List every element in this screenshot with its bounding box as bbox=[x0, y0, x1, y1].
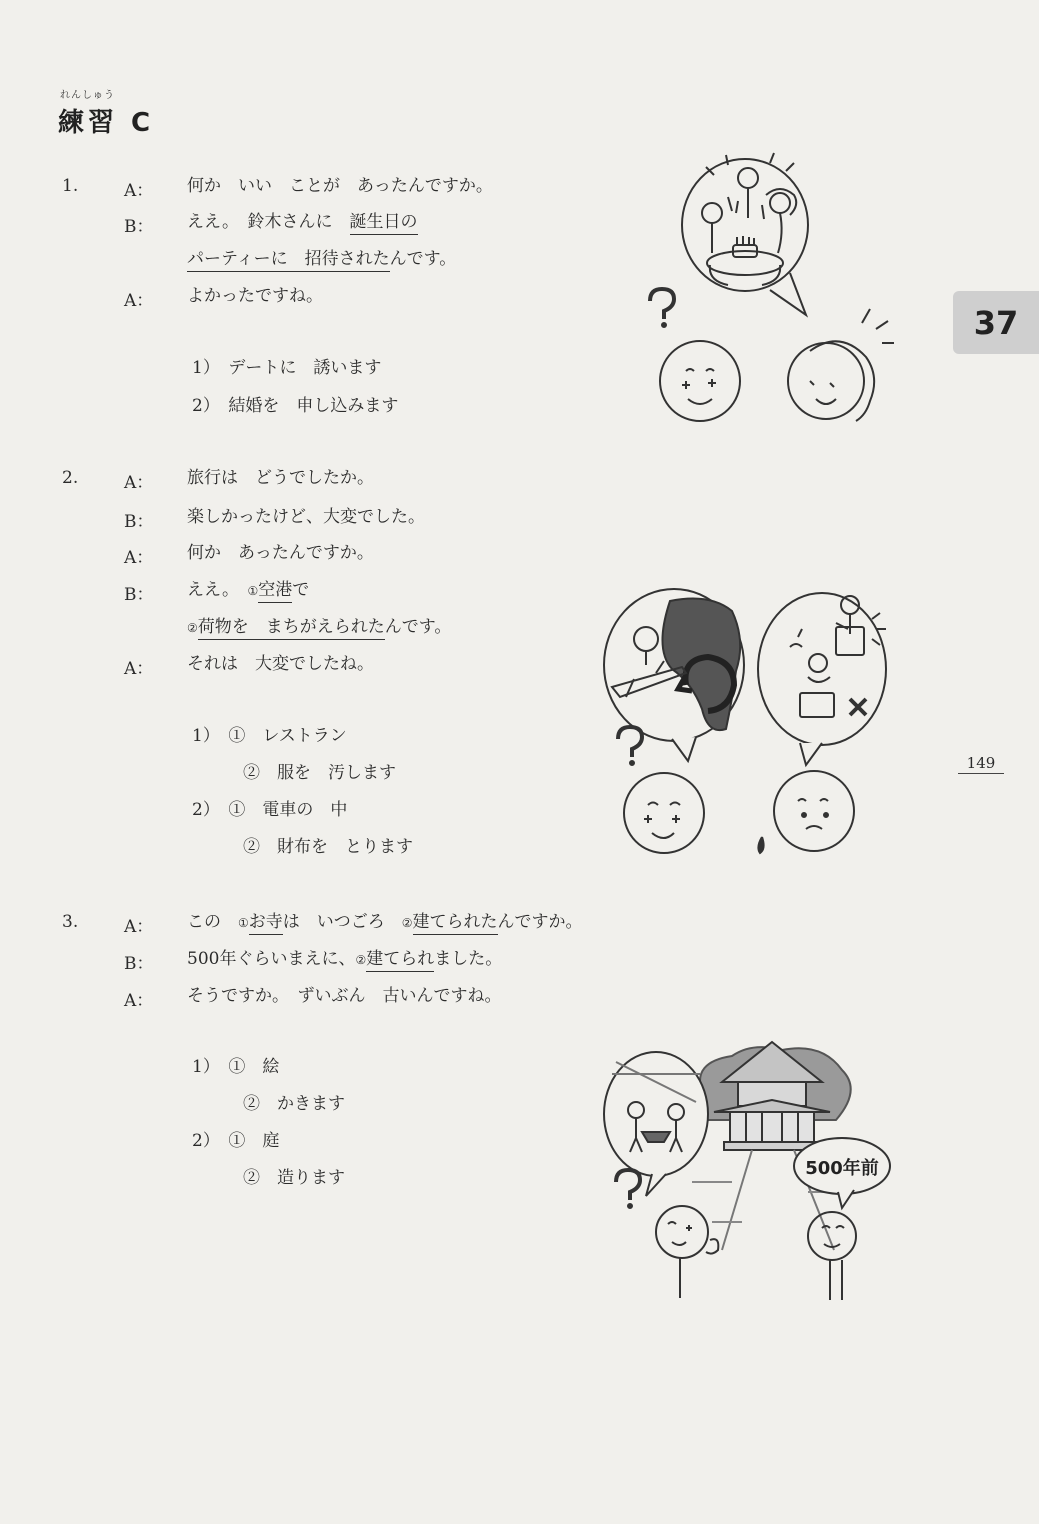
ex2-line-a2: 何か あったんですか。 bbox=[187, 543, 374, 563]
illustration-airport-luggage bbox=[600, 583, 890, 863]
ex3-line-a2: そうですか。 ずいぶん 古いんですね。 bbox=[187, 986, 502, 1006]
ex1-speaker-b1: B： bbox=[124, 217, 154, 237]
ex2-line-b2 bbox=[187, 580, 309, 601]
thought-bubble bbox=[682, 159, 808, 291]
ex2-substitution-2a: 2） ① 電車の 中 bbox=[192, 800, 348, 820]
ex3-substitution-2a: 2） ① 庭 bbox=[192, 1131, 280, 1151]
ex1-substitution-2: 2） 結婚を 申し込みます bbox=[192, 396, 399, 416]
boy-face bbox=[660, 341, 740, 421]
ex2-line-b2-cont bbox=[187, 617, 451, 638]
thought-bubble-painting bbox=[604, 1052, 708, 1176]
ex2-substitution-1a: 1） ① レストラン bbox=[192, 726, 347, 746]
ex3-a1-plain-1: この bbox=[187, 912, 238, 932]
ex3-speaker-b1: B： bbox=[124, 954, 154, 974]
girl-face bbox=[788, 343, 864, 419]
temple-hall-icon bbox=[730, 1112, 814, 1142]
ex1-b1-underlined: 誕生日の bbox=[350, 212, 418, 235]
ex2-b2-plain: ええ。 bbox=[187, 580, 248, 600]
ex3-substitution-1b: ② かきます bbox=[243, 1094, 345, 1114]
question-mark-icon bbox=[650, 289, 674, 319]
ex2-line-a3: それは 大変でしたね。 bbox=[187, 654, 374, 674]
thought-bubble-right bbox=[758, 593, 886, 745]
circled-marker-1: ① bbox=[238, 916, 249, 930]
guide-face bbox=[808, 1212, 856, 1260]
page-number: 149 bbox=[958, 754, 1004, 774]
girl-face bbox=[774, 771, 854, 851]
boy-face bbox=[656, 1206, 708, 1258]
luggage-icon bbox=[800, 693, 834, 717]
ex3-substitution-1a: 1） ① 絵 bbox=[192, 1057, 280, 1077]
ex3-substitution-2b: ② 造ります bbox=[243, 1168, 345, 1188]
ex1-b1-plain-2: んです。 bbox=[389, 249, 457, 269]
exercise-1-number: 1. bbox=[62, 176, 79, 196]
ex3-speaker-a1: A： bbox=[124, 917, 154, 937]
ex1-line-a2: よかったですね。 bbox=[187, 286, 323, 306]
ex3-a1-underlined-1: お寺 bbox=[249, 912, 283, 935]
exercise-2-number: 2. bbox=[62, 468, 79, 488]
ex2-line-a1: 旅行は どうでしたか。 bbox=[187, 468, 374, 488]
ex3-b1-plain-1: 500年ぐらいまえに、 bbox=[187, 949, 356, 969]
ex2-b2-underlined: 空港 bbox=[258, 580, 292, 603]
ex3-a1-underlined-2: 建てられた bbox=[413, 912, 498, 935]
boy-face bbox=[624, 773, 704, 853]
ex1-b1-plain: ええ。 鈴木さんに bbox=[187, 212, 350, 232]
ex2-substitution-1b: ② 服を 汚します bbox=[243, 763, 396, 783]
ex3-b1-underlined: 建てられ bbox=[366, 949, 434, 972]
ex1-b1-underlined-2: パーティーに 招待された bbox=[187, 249, 390, 272]
sign-text: 500年前 bbox=[805, 1158, 879, 1179]
circled-marker-2: ② bbox=[401, 916, 413, 930]
ex3-speaker-a2: A： bbox=[124, 991, 154, 1011]
ex1-line-b1 bbox=[187, 212, 418, 232]
ex2-b2-plain-2: んです。 bbox=[384, 617, 452, 637]
illustration-temple bbox=[602, 1032, 902, 1302]
ex3-a1-plain-3: んですか。 bbox=[497, 912, 583, 932]
cross-icon bbox=[850, 699, 866, 715]
traveler-head bbox=[634, 627, 658, 651]
lesson-tab: 37 bbox=[953, 291, 1039, 354]
ex2-speaker-b2: B： bbox=[124, 585, 154, 605]
ex2-speaker-a3: A： bbox=[124, 659, 154, 679]
ex2-speaker-a2: A： bbox=[124, 548, 154, 568]
question-mark-icon bbox=[616, 1170, 640, 1200]
ex3-b1-plain-2: ました。 bbox=[434, 949, 503, 969]
circled-marker-2: ② bbox=[187, 621, 198, 635]
ex1-speaker-a2: A： bbox=[124, 291, 154, 311]
title-ruby: れんしゅう bbox=[60, 90, 115, 101]
ex2-line-b1: 楽しかったけど、大変でした。 bbox=[187, 507, 425, 527]
circled-marker-2: ② bbox=[355, 953, 367, 967]
circled-marker-1: ① bbox=[247, 584, 259, 598]
exercise-3-number: 3. bbox=[62, 912, 79, 932]
person-head-icon bbox=[738, 168, 758, 188]
ex1-substitution-1: 1） デートに 誘います bbox=[192, 358, 382, 378]
ex1-line-b1-cont bbox=[187, 249, 456, 269]
ex3-line-b1 bbox=[187, 949, 502, 970]
ex2-speaker-b1: B： bbox=[124, 512, 154, 532]
illustration-party-invitation bbox=[620, 145, 890, 425]
ex2-b2-tail: で bbox=[292, 580, 310, 600]
ex1-speaker-a1: A： bbox=[124, 181, 154, 201]
ex3-line-a1 bbox=[187, 912, 583, 933]
title-text: 練習 C bbox=[58, 108, 155, 138]
question-mark-icon bbox=[618, 727, 642, 757]
section-title bbox=[58, 86, 154, 139]
ex1-line-a1: 何か いい ことが あったんですか。 bbox=[187, 176, 493, 196]
ex2-b2-underlined-2: 荷物を まちがえられた bbox=[198, 617, 385, 640]
ex2-substitution-2b: ② 財布を とります bbox=[243, 837, 413, 857]
ex2-speaker-a1: A： bbox=[124, 473, 154, 493]
ex3-a1-plain-2: は いつごろ bbox=[282, 912, 402, 932]
